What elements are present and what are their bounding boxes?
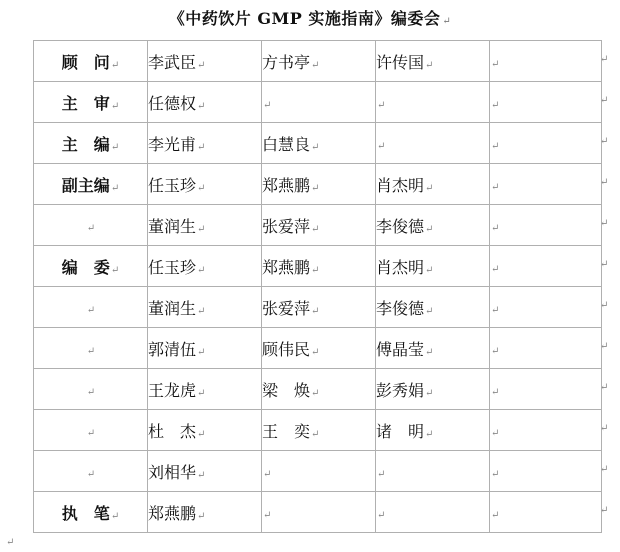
table-row (34, 205, 602, 246)
table-row (34, 123, 602, 164)
table-row (34, 369, 602, 410)
role-cell (34, 82, 148, 123)
paragraph-mark-icon: ↵ (311, 264, 320, 276)
name-cell (490, 492, 602, 533)
editorial-board-table (33, 40, 602, 533)
paragraph-mark-icon: ↵ (311, 141, 320, 153)
paragraph-mark-icon: ↵ (491, 386, 500, 398)
paragraph-mark-icon: ↵ (311, 428, 320, 440)
name-cell (262, 164, 376, 205)
paragraph-mark-icon: ↵ (197, 346, 206, 358)
paragraph-mark-icon: ↵ (377, 468, 386, 480)
name-cell (262, 41, 376, 82)
member-name: 郑燕鹏 (148, 503, 197, 523)
name-cell (148, 369, 262, 410)
name-cell (262, 287, 376, 328)
name-cell (376, 41, 490, 82)
paragraph-mark-icon: ↵ (311, 305, 320, 317)
member-name: 王龙虎 (148, 380, 197, 400)
name-cell (376, 410, 490, 451)
role-cell (34, 246, 148, 287)
role-cell (34, 410, 148, 451)
paragraph-mark-icon: ↵ (425, 305, 434, 317)
name-cell (376, 82, 490, 123)
paragraph-mark-icon: ↵ (197, 141, 206, 153)
member-name: 诸 明 (376, 421, 425, 441)
name-cell (262, 205, 376, 246)
paragraph-mark-icon: ↵ (491, 427, 500, 439)
name-cell (490, 451, 602, 492)
member-name: 任玉珍 (148, 175, 197, 195)
member-name: 梁 焕 (262, 380, 311, 400)
role-cell (34, 205, 148, 246)
paragraph-mark-icon: ↵ (311, 182, 320, 194)
name-cell (148, 82, 262, 123)
paragraph-mark-icon: ↵ (425, 182, 434, 194)
row-end-mark-icon: ↵ (600, 54, 609, 65)
role-label: 编 委 (61, 257, 110, 277)
name-cell (376, 205, 490, 246)
member-name: 李俊德 (376, 298, 425, 318)
row-end-mark-icon: ↵ (600, 136, 609, 147)
paragraph-mark-icon: ↵ (491, 345, 500, 357)
paragraph-mark-icon: ↵ (110, 100, 120, 112)
table-row (34, 82, 602, 123)
paragraph-mark-icon: ↵ (425, 387, 434, 399)
member-name: 顾伟民 (262, 339, 311, 359)
role-label: 主 审 (61, 93, 110, 113)
member-name: 傅晶莹 (376, 339, 425, 359)
name-cell (262, 328, 376, 369)
member-name: 王 奕 (262, 421, 311, 441)
paragraph-mark-icon: ↵ (86, 468, 96, 480)
paragraph-mark-icon: ↵ (425, 428, 434, 440)
row-end-mark-icon: ↵ (600, 423, 609, 434)
member-name: 郭清伍 (148, 339, 197, 359)
paragraph-mark-icon: ↵ (110, 510, 120, 522)
paragraph-mark-icon: ↵ (311, 59, 320, 71)
table-row (34, 246, 602, 287)
paragraph-mark-icon: ↵ (110, 141, 120, 153)
table-row (34, 287, 602, 328)
paragraph-mark-icon: ↵ (197, 264, 206, 276)
paragraph-mark-icon: ↵ (263, 509, 272, 521)
paragraph-mark-icon: ↵ (86, 222, 96, 234)
name-cell (148, 287, 262, 328)
member-name: 方书亭 (262, 52, 311, 72)
name-cell (376, 328, 490, 369)
name-cell (376, 123, 490, 164)
paragraph-mark-icon: ↵ (197, 428, 206, 440)
paragraph-mark-icon: ↵ (491, 140, 500, 152)
paragraph-mark-icon: ↵ (197, 510, 206, 522)
row-end-mark-icon: ↵ (600, 464, 609, 475)
name-cell (148, 492, 262, 533)
member-name: 董润生 (148, 216, 197, 236)
paragraph-mark-icon: ↵ (491, 263, 500, 275)
role-cell (34, 451, 148, 492)
member-name: 李俊德 (376, 216, 425, 236)
document-title (0, 6, 620, 29)
name-cell (262, 369, 376, 410)
paragraph-mark-icon: ↵ (442, 16, 452, 27)
paragraph-mark-icon: ↵ (491, 222, 500, 234)
role-cell (34, 123, 148, 164)
row-end-mark-icon: ↵ (600, 341, 609, 352)
paragraph-mark-icon: ↵ (425, 59, 434, 71)
paragraph-mark-icon: ↵ (197, 59, 206, 71)
table-row (34, 164, 602, 205)
paragraph-mark-icon: ↵ (197, 223, 206, 235)
name-cell (490, 410, 602, 451)
name-cell (262, 492, 376, 533)
member-name: 任玉珍 (148, 257, 197, 277)
role-cell (34, 164, 148, 205)
paragraph-mark-icon: ↵ (197, 182, 206, 194)
paragraph-mark-icon: ↵ (491, 181, 500, 193)
paragraph-mark-icon: ↵ (6, 537, 15, 548)
member-name: 许传国 (376, 52, 425, 72)
row-end-mark-icon: ↵ (600, 259, 609, 270)
name-cell (490, 287, 602, 328)
role-cell (34, 369, 148, 410)
paragraph-mark-icon: ↵ (491, 58, 500, 70)
paragraph-mark-icon: ↵ (263, 468, 272, 480)
member-name: 李光甫 (148, 134, 197, 154)
paragraph-mark-icon: ↵ (86, 386, 96, 398)
member-name: 刘相华 (148, 462, 197, 482)
paragraph-mark-icon: ↵ (491, 468, 500, 480)
member-name: 肖杰明 (376, 257, 425, 277)
member-name: 任德权 (148, 93, 197, 113)
role-cell (34, 328, 148, 369)
table-row (34, 451, 602, 492)
name-cell (490, 41, 602, 82)
name-cell (376, 492, 490, 533)
member-name: 杜 杰 (148, 421, 197, 441)
name-cell (148, 328, 262, 369)
paragraph-mark-icon: ↵ (425, 264, 434, 276)
title-text: 《中药饮片 GMP 实施指南》编委会 (168, 9, 441, 28)
role-label: 副主编 (61, 175, 110, 195)
paragraph-mark-icon: ↵ (491, 304, 500, 316)
name-cell (262, 451, 376, 492)
table-row (34, 492, 602, 533)
table-row (34, 328, 602, 369)
member-name: 董润生 (148, 298, 197, 318)
name-cell (376, 164, 490, 205)
row-end-mark-icon: ↵ (600, 95, 609, 106)
paragraph-mark-icon: ↵ (263, 99, 272, 111)
paragraph-mark-icon: ↵ (377, 140, 386, 152)
paragraph-mark-icon: ↵ (197, 469, 206, 481)
table-row (34, 410, 602, 451)
paragraph-mark-icon: ↵ (110, 264, 120, 276)
name-cell (262, 246, 376, 287)
role-cell (34, 492, 148, 533)
name-cell (148, 164, 262, 205)
row-end-mark-icon: ↵ (600, 382, 609, 393)
paragraph-mark-icon: ↵ (425, 223, 434, 235)
member-name: 张爱萍 (262, 216, 311, 236)
paragraph-mark-icon: ↵ (311, 223, 320, 235)
role-cell (34, 41, 148, 82)
paragraph-mark-icon: ↵ (197, 305, 206, 317)
name-cell (148, 410, 262, 451)
name-cell (148, 205, 262, 246)
name-cell (376, 287, 490, 328)
row-end-mark-icon: ↵ (600, 505, 609, 516)
role-label: 执 笔 (61, 503, 110, 523)
row-end-mark-icon: ↵ (600, 218, 609, 229)
member-name: 彭秀娟 (376, 380, 425, 400)
paragraph-mark-icon: ↵ (491, 99, 500, 111)
paragraph-mark-icon: ↵ (86, 345, 96, 357)
name-cell (490, 205, 602, 246)
paragraph-mark-icon: ↵ (377, 99, 386, 111)
name-cell (148, 246, 262, 287)
role-label: 主 编 (61, 134, 110, 154)
name-cell (490, 246, 602, 287)
name-cell (262, 123, 376, 164)
member-name: 白慧良 (262, 134, 311, 154)
role-cell (34, 287, 148, 328)
paragraph-mark-icon: ↵ (425, 346, 434, 358)
name-cell (490, 82, 602, 123)
paragraph-mark-icon: ↵ (311, 387, 320, 399)
paragraph-mark-icon: ↵ (197, 387, 206, 399)
name-cell (148, 123, 262, 164)
name-cell (262, 410, 376, 451)
paragraph-mark-icon: ↵ (311, 346, 320, 358)
name-cell (490, 164, 602, 205)
row-end-mark-icon: ↵ (600, 177, 609, 188)
name-cell (148, 41, 262, 82)
board-table-body (34, 41, 602, 533)
name-cell (376, 451, 490, 492)
member-name: 肖杰明 (376, 175, 425, 195)
member-name: 李武臣 (148, 52, 197, 72)
paragraph-mark-icon: ↵ (377, 509, 386, 521)
name-cell (376, 369, 490, 410)
name-cell (262, 82, 376, 123)
member-name: 张爱萍 (262, 298, 311, 318)
paragraph-mark-icon: ↵ (491, 509, 500, 521)
paragraph-mark-icon: ↵ (197, 100, 206, 112)
name-cell (490, 123, 602, 164)
name-cell (490, 328, 602, 369)
member-name: 郑燕鹏 (262, 257, 311, 277)
role-label: 顾 问 (61, 52, 110, 72)
row-end-mark-icon: ↵ (600, 300, 609, 311)
name-cell (376, 246, 490, 287)
table-row (34, 41, 602, 82)
paragraph-mark-icon: ↵ (86, 304, 96, 316)
name-cell (490, 369, 602, 410)
paragraph-mark-icon: ↵ (110, 182, 120, 194)
paragraph-mark-icon: ↵ (86, 427, 96, 439)
name-cell (148, 451, 262, 492)
member-name: 郑燕鹏 (262, 175, 311, 195)
paragraph-mark-icon: ↵ (110, 59, 120, 71)
